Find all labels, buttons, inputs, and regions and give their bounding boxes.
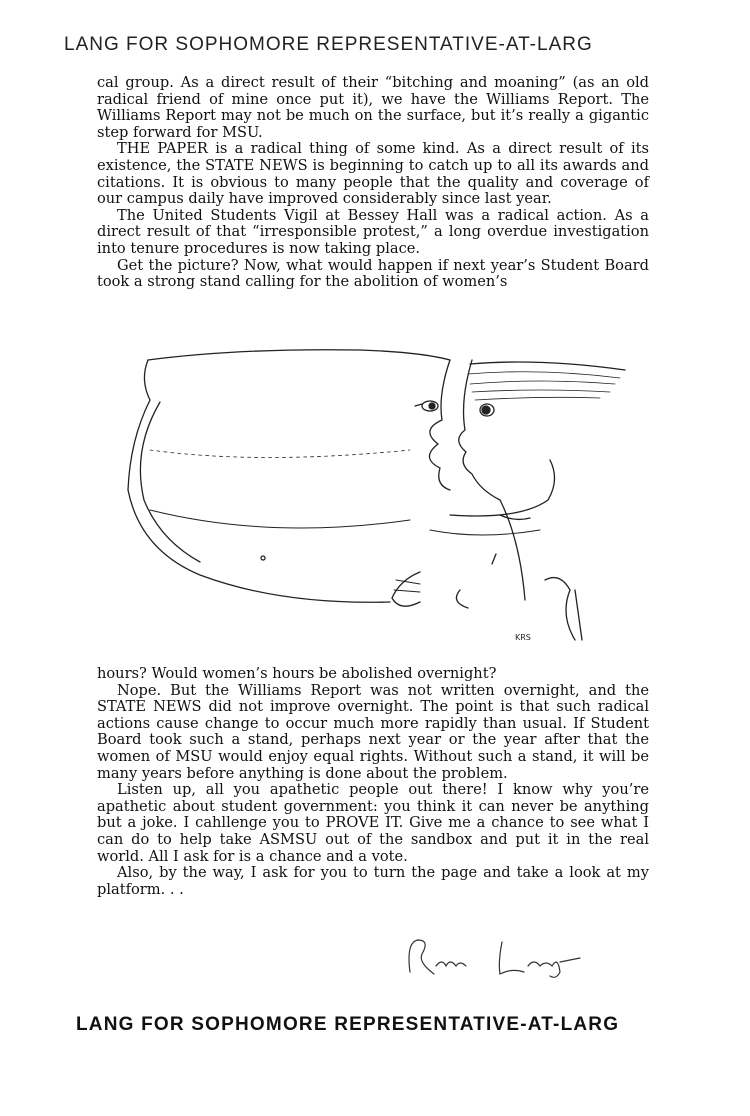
paragraph: Also, by the way, I ask for you to turn the page and take a look at my platform. . .	[97, 864, 649, 898]
paragraph: Get the picture? Now, what would happen if next year’s Student Board took a strong stand calling for the abolition of women’s	[97, 256, 649, 291]
handwritten-signature	[400, 932, 600, 982]
paragraph: THE PAPER is a radical thing of some kind. As a direct result of its existence, the STATE NEWS is beginning to catch up to all its awards and citations. It is obvious to many people that the quality and coverage of our campus daily have improved considerably since last year.	[97, 140, 649, 208]
paragraph: The United Students Vigil at Bessey Hall was a radical action. As a direct result of that “irresponsible protest,” a long overdue investigation into tenure procedures is now taking place.	[97, 206, 649, 257]
artist-initials: KRS	[515, 633, 531, 642]
page-header: LANG FOR SOPHOMORE REPRESENTATIVE-AT-LARG	[64, 34, 593, 55]
cartoon-illustration	[120, 340, 640, 650]
paragraph: cal group. As a direct result of their “bitching and moaning” (as an old radical friend of mine once put it), we have the Williams Report. The Williams Report may not be much on the surface, but it’s really a gigantic step forward for MSU.	[97, 74, 649, 141]
paragraph: hours? Would women’s hours be abolished overnight?	[97, 665, 497, 682]
page-footer: LANG FOR SOPHOMORE REPRESENTATIVE-AT-LARG	[76, 1014, 620, 1035]
paragraph: Nope. But the Williams Report was not written overnight, and the STATE NEWS did not improve overnight. The point is that such radical actions cause change to occur much more rapidly than usual. If Student Board took such a stand, perhaps next year or the year after that the women of MSU would enjoy equal rights. Without such a stand, it will be many years before anything is done about the problem.	[97, 681, 649, 782]
paragraph: Listen up, all you apathetic people out there! I know why you’re apathetic about student government: you think it can never be anything but a joke. I cahllenge you to PROVE IT. Give me a chance to see what I can do to help take ASMSU out of the sandbox and put it in the real world. All I ask for is a chance and a vote.	[97, 781, 649, 865]
article-text-bottom	[97, 666, 649, 898]
article-text-top	[97, 75, 649, 291]
